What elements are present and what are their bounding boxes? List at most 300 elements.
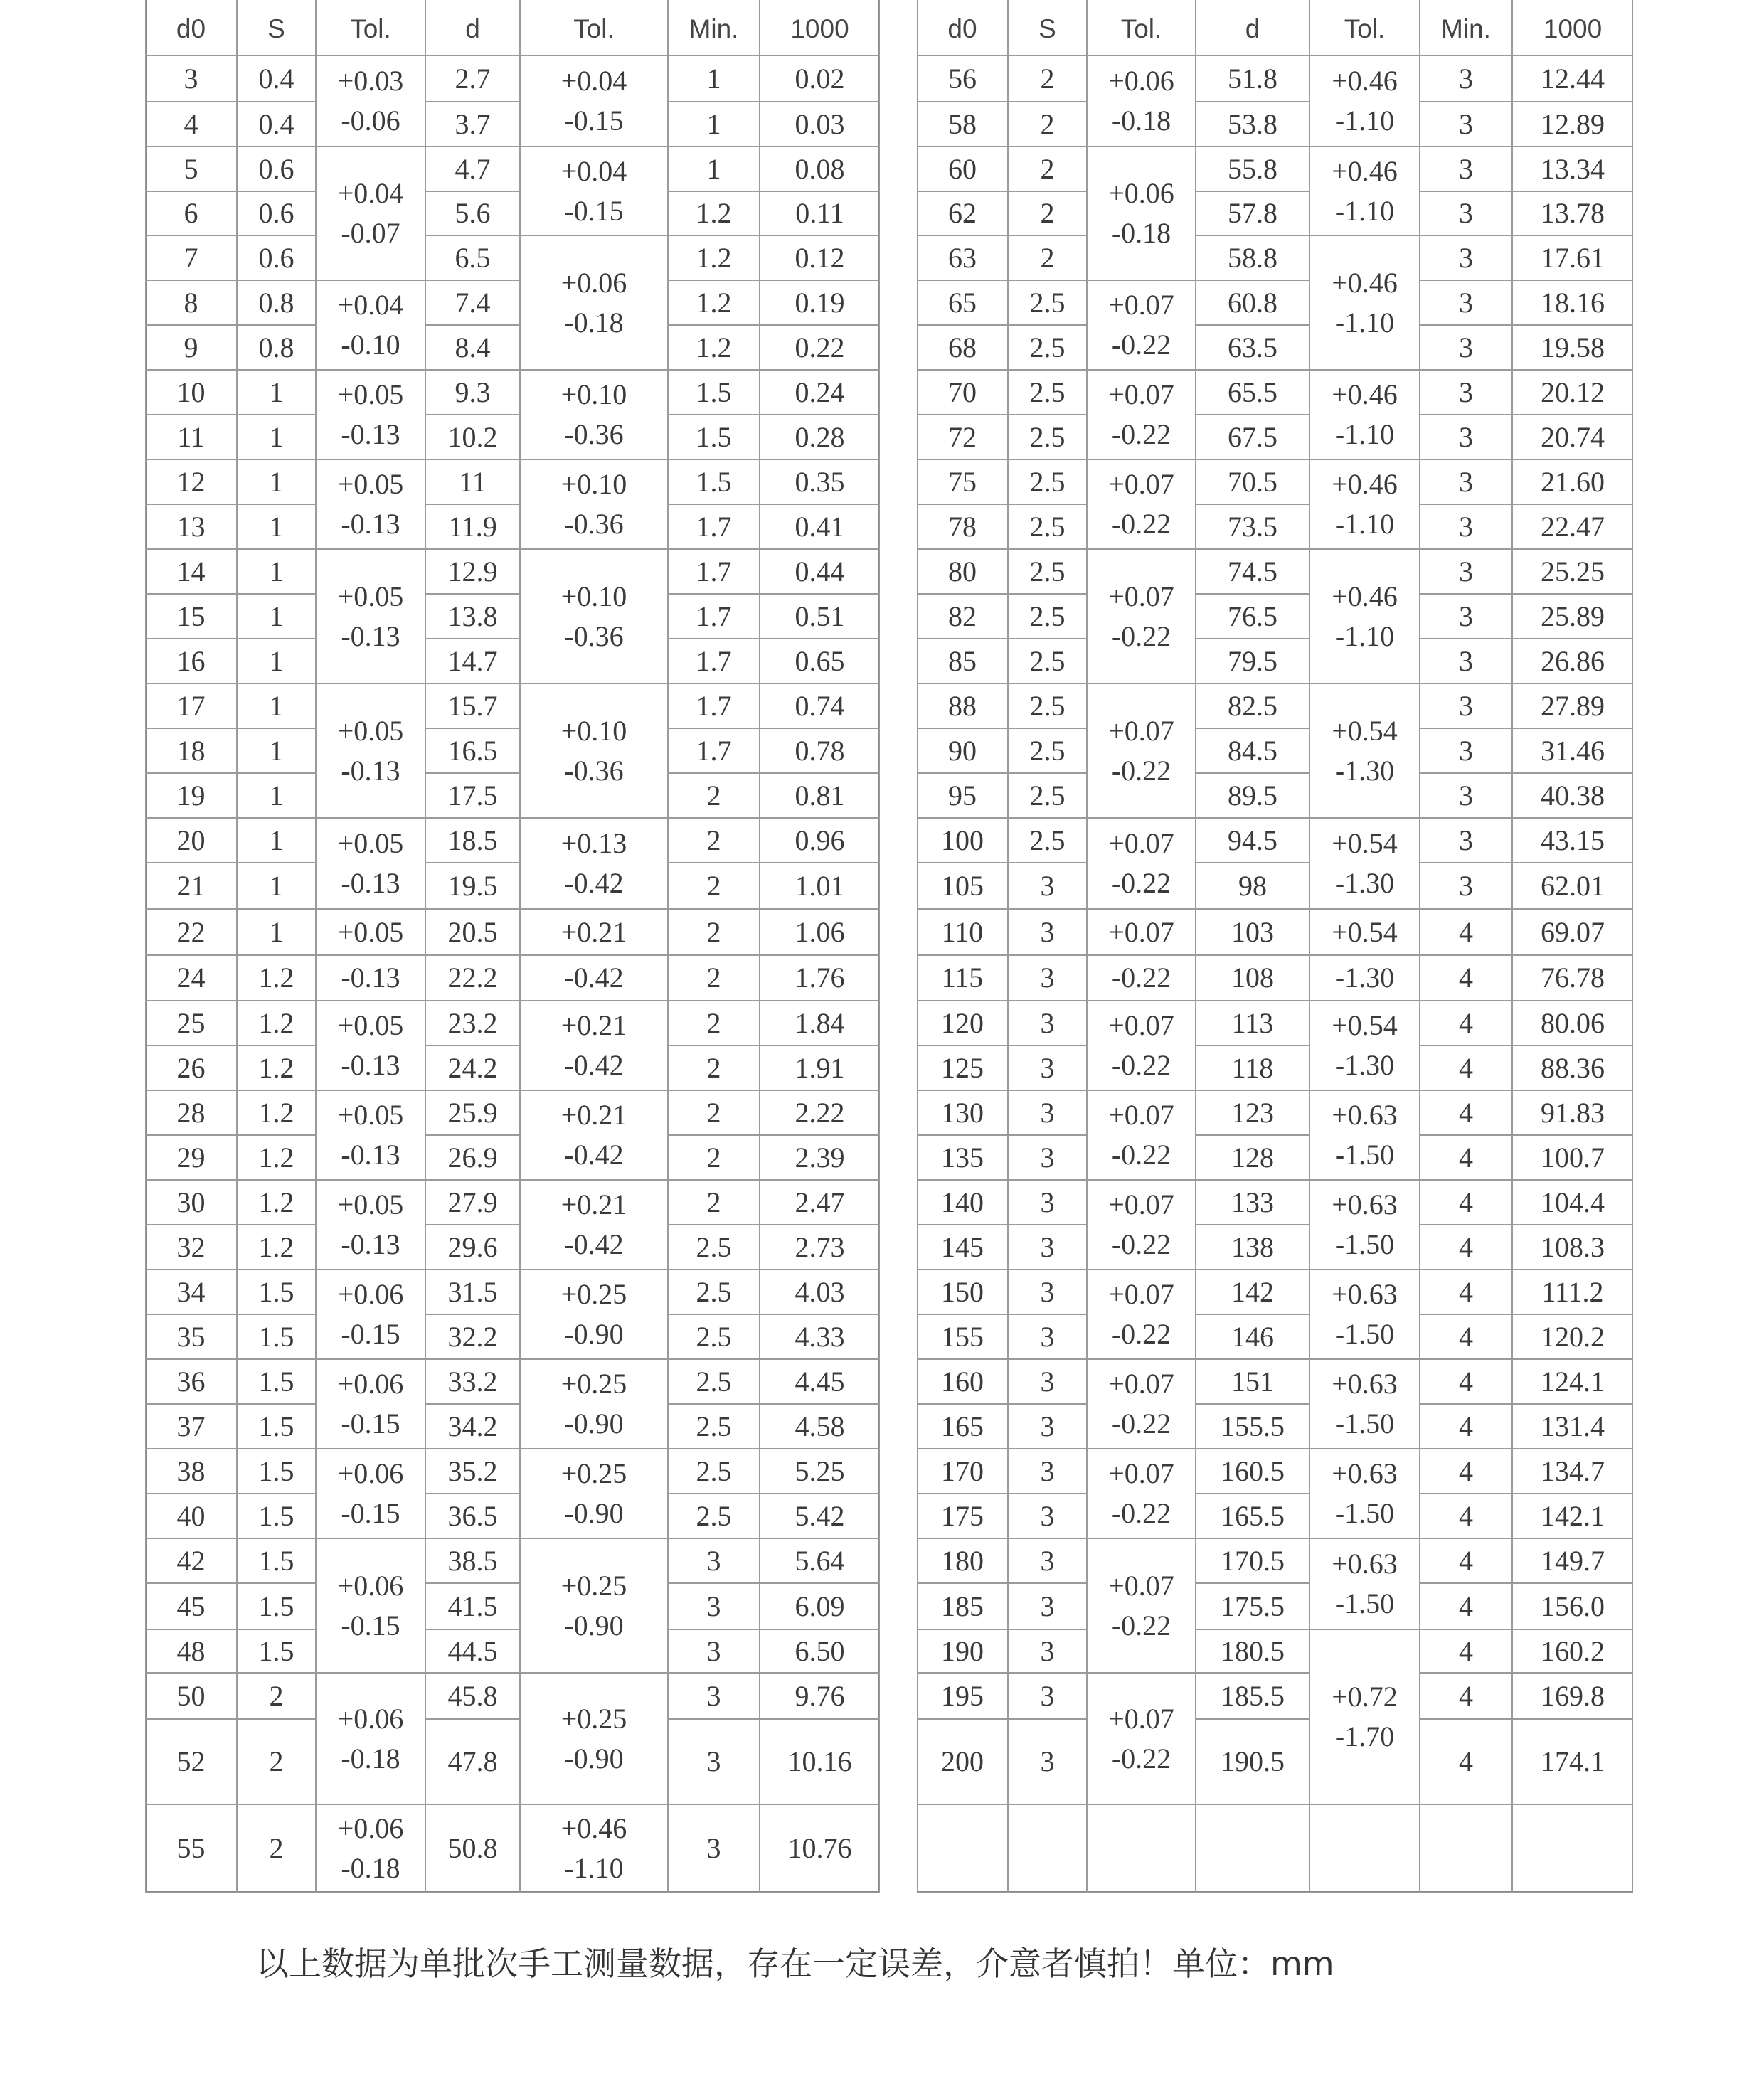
cell-value: 26.86 xyxy=(1541,644,1605,677)
table-cell-kg xyxy=(1512,549,1633,594)
cell-value: 190 xyxy=(941,1634,984,1667)
table-cell-d xyxy=(425,504,520,549)
table-cell-d xyxy=(425,235,520,280)
tolerance-value: -0.22 xyxy=(1111,1049,1171,1081)
tolerance-value: -0.22 xyxy=(1111,418,1171,450)
cell-value: 0.6 xyxy=(258,152,294,185)
cell-value: 82 xyxy=(948,600,977,632)
table-cell-kg xyxy=(760,594,880,639)
cell-value: 2.5 xyxy=(696,1499,732,1532)
cell-value: 160.2 xyxy=(1541,1634,1605,1667)
table-cell-tol-s xyxy=(1087,55,1196,147)
table-cell-s xyxy=(1008,1404,1087,1449)
tolerance-value: -1.10 xyxy=(1334,508,1395,540)
cell-value: 111.2 xyxy=(1541,1275,1604,1308)
table-cell-d0 xyxy=(145,459,237,504)
tolerance-value: +0.54 xyxy=(1332,827,1398,859)
cell-value: 151 xyxy=(1231,1365,1274,1398)
table-cell-s xyxy=(1008,415,1087,459)
cell-value: 1.7 xyxy=(696,510,732,543)
cell-value: 2 xyxy=(269,1679,284,1712)
cell-value: 24.2 xyxy=(447,1051,498,1084)
tolerance-value: -0.18 xyxy=(341,1742,400,1775)
header-label: 1000 xyxy=(1543,14,1603,43)
table-cell-min xyxy=(1420,1180,1512,1225)
cell-value: 1.7 xyxy=(696,555,732,587)
cell-value: 25.89 xyxy=(1541,600,1605,632)
table-cell-d xyxy=(1196,55,1309,102)
cell-value: 25.9 xyxy=(447,1096,498,1129)
table-cell-d xyxy=(1196,863,1309,909)
cell-value: 3 xyxy=(1040,1499,1055,1532)
cell-value: 13.8 xyxy=(447,600,498,632)
cell-value: 1.2 xyxy=(696,331,732,363)
cell-value: 27.9 xyxy=(447,1186,498,1218)
table-cell-tol-s xyxy=(316,147,425,280)
cell-value: 19.5 xyxy=(447,869,498,902)
table-cell-tol-d xyxy=(1309,1359,1420,1449)
table-cell-kg xyxy=(1512,955,1633,1001)
tolerance-value: +0.25 xyxy=(560,1702,627,1735)
cell-value: 150 xyxy=(941,1275,984,1308)
table-cell-kg xyxy=(1512,325,1633,370)
cell-value: 5.25 xyxy=(795,1454,845,1487)
table-cell-d0 xyxy=(917,325,1008,370)
table-cell-min xyxy=(668,1583,760,1629)
cell-value: 108 xyxy=(1231,962,1274,994)
table-cell-d xyxy=(425,955,520,1001)
table-cell-kg xyxy=(1512,370,1633,415)
cell-value: 4 xyxy=(1459,1544,1473,1577)
table-cell-kg xyxy=(760,639,880,683)
cell-value: 88.36 xyxy=(1541,1051,1605,1084)
table-cell-min xyxy=(668,147,760,191)
tolerance-value: -0.18 xyxy=(341,1852,400,1884)
cell-value: 3 xyxy=(1040,1544,1055,1577)
cell-value: 88 xyxy=(948,689,977,722)
tolerance-value: -0.90 xyxy=(564,1497,624,1529)
table-cell-d0 xyxy=(145,728,237,773)
header-label: Tol. xyxy=(573,14,615,43)
table-cell-d0 xyxy=(145,549,237,594)
cell-value: 12 xyxy=(176,465,206,498)
cell-value: 6 xyxy=(184,197,198,229)
table-cell-min xyxy=(668,1090,760,1135)
tolerance-value: -1.50 xyxy=(1334,1497,1395,1529)
table-cell-d0 xyxy=(917,1314,1008,1359)
cell-value: 10.76 xyxy=(787,1832,852,1864)
cell-value: 1.2 xyxy=(696,197,732,229)
cell-value: 1.7 xyxy=(696,734,732,767)
cell-value: 2.5 xyxy=(696,1320,732,1353)
header-left-d xyxy=(425,0,520,55)
cell-value: 4.58 xyxy=(795,1410,845,1442)
table-cell-d0 xyxy=(917,863,1008,909)
cell-value: 27.89 xyxy=(1541,689,1605,722)
cell-value: 95 xyxy=(948,779,977,812)
tolerance-value: -0.22 xyxy=(1111,329,1171,361)
cell-value: 3 xyxy=(1040,1320,1055,1353)
tolerance-value: -0.90 xyxy=(564,1408,624,1440)
cell-value: 45 xyxy=(176,1590,206,1622)
cell-value: 1.01 xyxy=(795,869,845,902)
table-cell-d xyxy=(425,1449,520,1494)
table-cell-d0 xyxy=(145,1538,237,1583)
table-cell-kg xyxy=(760,1001,880,1046)
cell-value: 175.5 xyxy=(1221,1590,1285,1622)
cell-value: 3 xyxy=(1459,331,1473,363)
cell-value: 4 xyxy=(1459,1499,1473,1532)
table-cell-min xyxy=(668,1538,760,1583)
cell-value: 2 xyxy=(706,869,721,902)
table-cell-d0 xyxy=(917,728,1008,773)
cell-value: 2.47 xyxy=(795,1186,845,1218)
tolerance-value: -1.30 xyxy=(1334,962,1395,994)
tolerance-value: +0.10 xyxy=(560,714,627,747)
table-cell-d0 xyxy=(145,594,237,639)
table-cell-tol-s xyxy=(316,370,425,459)
table-cell-tol-d xyxy=(1309,1538,1420,1629)
cell-value: 0.4 xyxy=(258,62,294,95)
cell-value: 0.19 xyxy=(795,286,845,319)
cell-value: 1.2 xyxy=(258,1051,294,1084)
header-left-d0 xyxy=(145,0,237,55)
cell-value: 165.5 xyxy=(1221,1499,1285,1532)
cell-value: 7.4 xyxy=(455,286,491,319)
table-cell-d0 xyxy=(145,504,237,549)
table-cell-min xyxy=(1420,818,1512,863)
cell-value: 100.7 xyxy=(1541,1141,1605,1174)
table-cell-tol-d xyxy=(520,1538,668,1673)
cell-value: 1 xyxy=(269,915,284,948)
cell-value: 32 xyxy=(176,1230,206,1263)
table-cell-kg xyxy=(760,1270,880,1314)
cell-value: 17.5 xyxy=(447,779,498,812)
cell-value: 3 xyxy=(1459,734,1473,767)
cell-value: 2.5 xyxy=(1029,779,1066,812)
table-cell-d xyxy=(425,1538,520,1583)
table-cell-d0 xyxy=(145,1314,237,1359)
cell-value: 22.47 xyxy=(1541,510,1605,543)
table-cell-d0 xyxy=(917,773,1008,818)
cell-value: 124.1 xyxy=(1541,1365,1605,1398)
cell-value: 28 xyxy=(176,1096,206,1129)
cell-value: 0.08 xyxy=(795,152,845,185)
table-cell-d0 xyxy=(145,639,237,683)
table-cell-s xyxy=(237,955,316,1001)
header-label: Tol. xyxy=(350,14,391,43)
table-cell-d xyxy=(1196,955,1309,1001)
cell-value: 67.5 xyxy=(1228,420,1277,453)
table-cell-tol-s xyxy=(316,955,425,1001)
header-left-s xyxy=(237,0,316,55)
tolerance-value: +0.25 xyxy=(560,1368,627,1400)
table-cell-kg xyxy=(1512,415,1633,459)
table-cell-min xyxy=(1420,549,1512,594)
table-cell-d0 xyxy=(145,1001,237,1046)
cell-value: 11 xyxy=(459,465,487,498)
cell-value: 2 xyxy=(1040,152,1055,185)
tolerance-value: +0.46 xyxy=(560,1812,627,1844)
table-cell-d xyxy=(425,1314,520,1359)
table-cell-kg xyxy=(760,549,880,594)
tolerance-value: -0.13 xyxy=(341,1049,400,1081)
cell-value: 38 xyxy=(176,1454,206,1487)
cell-value: 38.5 xyxy=(447,1544,498,1577)
table-cell-tol-s xyxy=(316,1449,425,1538)
tolerance-value: -0.22 xyxy=(1111,1318,1171,1350)
table-cell-d xyxy=(425,1180,520,1225)
table-cell-d xyxy=(425,1270,520,1314)
table-cell-s xyxy=(237,683,316,728)
tolerance-value: +0.25 xyxy=(560,1278,627,1310)
tolerance-value: -1.50 xyxy=(1334,1408,1395,1440)
table-cell-min xyxy=(1420,147,1512,191)
cell-value: 1.91 xyxy=(795,1051,845,1084)
tolerance-value: +0.63 xyxy=(1332,1368,1398,1400)
cell-value: 11.9 xyxy=(448,510,497,543)
table-cell-min xyxy=(668,955,760,1001)
table-cell-kg xyxy=(1512,683,1633,728)
tolerance-value: -0.13 xyxy=(341,962,400,994)
table-cell-kg xyxy=(1512,639,1633,683)
table-cell-d0 xyxy=(917,955,1008,1001)
tolerance-value: -0.13 xyxy=(341,619,400,652)
tolerance-value: +0.05 xyxy=(337,714,404,747)
tolerance-value: -0.36 xyxy=(564,754,624,787)
table-cell-d0 xyxy=(917,818,1008,863)
table-cell-min xyxy=(668,639,760,683)
table-cell-d xyxy=(425,370,520,415)
tolerance-value: +0.04 xyxy=(560,154,627,187)
header-label: Tol. xyxy=(1344,14,1386,43)
table-cell-tol-s xyxy=(1087,1449,1196,1538)
cell-value: 1 xyxy=(269,644,284,677)
cell-value: 1.5 xyxy=(258,1590,294,1622)
cell-value: 2.5 xyxy=(1029,331,1066,363)
table-cell-kg xyxy=(760,1673,880,1719)
cell-value: 4 xyxy=(1459,915,1473,948)
cell-value: 2 xyxy=(706,1051,721,1084)
cell-value: 131.4 xyxy=(1541,1410,1605,1442)
table-cell-d xyxy=(1196,594,1309,639)
table-cell-tol-s xyxy=(316,280,425,370)
cell-value: 52 xyxy=(176,1745,206,1777)
table-cell-min xyxy=(668,415,760,459)
cell-value: 200 xyxy=(941,1745,984,1777)
cell-value: 4.33 xyxy=(795,1320,845,1353)
cell-value: 98 xyxy=(1238,869,1267,902)
tolerance-value: -0.36 xyxy=(564,508,624,540)
tolerance-value: +0.06 xyxy=(337,1457,404,1489)
tolerance-value: +0.25 xyxy=(560,1569,627,1602)
table-cell-d xyxy=(425,102,520,147)
tolerance-value: -0.42 xyxy=(564,962,624,994)
cell-value: 17.61 xyxy=(1541,241,1605,274)
table-cell-kg xyxy=(760,504,880,549)
table-cell-s xyxy=(237,1270,316,1314)
cell-value: 0.8 xyxy=(258,286,294,319)
table-cell-kg xyxy=(1512,1180,1633,1225)
table-cell-s xyxy=(1008,1001,1087,1046)
table-cell-tol-d xyxy=(520,818,668,909)
cell-value: 2.5 xyxy=(696,1365,732,1398)
table-cell-d xyxy=(1196,1629,1309,1673)
cell-value: 3 xyxy=(1459,555,1473,587)
table-cell-kg xyxy=(760,1090,880,1135)
table-cell-min xyxy=(668,191,760,235)
table-cell-min xyxy=(1420,1629,1512,1673)
cell-value: 1.2 xyxy=(258,962,294,994)
table-cell-d xyxy=(1196,504,1309,549)
cell-value: 50.8 xyxy=(447,1832,498,1864)
table-cell-d xyxy=(425,1046,520,1090)
table-cell-kg xyxy=(1512,459,1633,504)
cell-value: 1 xyxy=(706,62,721,95)
table-cell-d xyxy=(1196,459,1309,504)
cell-value: 3 xyxy=(1040,1275,1055,1308)
table-cell-kg xyxy=(760,415,880,459)
cell-value: 62.01 xyxy=(1541,869,1605,902)
cell-value: 185.5 xyxy=(1221,1679,1285,1712)
table-cell-tol-s xyxy=(1087,683,1196,818)
cell-value: 5 xyxy=(184,152,198,185)
cell-value: 0.03 xyxy=(795,107,845,140)
table-cell-s xyxy=(237,1314,316,1359)
table-cell-kg xyxy=(1512,1359,1633,1404)
cell-value: 1.76 xyxy=(795,962,845,994)
cell-value: 4 xyxy=(1459,1141,1473,1174)
tolerance-value: -0.15 xyxy=(564,105,624,137)
table-cell-d0 xyxy=(917,280,1008,325)
table-cell-s xyxy=(1008,235,1087,280)
table-cell-tol-s xyxy=(1087,955,1196,1001)
cell-value: 31.46 xyxy=(1541,734,1605,767)
tolerance-value: +0.05 xyxy=(337,915,404,948)
cell-value: 1.84 xyxy=(795,1006,845,1039)
cell-value: 20.5 xyxy=(447,915,498,948)
table-cell-d xyxy=(425,1719,520,1804)
table-cell-d0 xyxy=(917,594,1008,639)
table-cell-tol-d xyxy=(1309,459,1420,549)
cell-value: 35 xyxy=(176,1320,206,1353)
tolerance-value: +0.46 xyxy=(1332,580,1398,612)
table-cell-s xyxy=(1008,773,1087,818)
table-cell-d xyxy=(1196,235,1309,280)
table-cell-d xyxy=(1196,1449,1309,1494)
table-cell-d xyxy=(1196,1270,1309,1314)
tolerance-value: +0.07 xyxy=(1108,1099,1174,1131)
cell-value: 8.4 xyxy=(455,331,491,363)
table-cell-d xyxy=(1196,1135,1309,1180)
table-cell-min xyxy=(668,1404,760,1449)
cell-value: 169.8 xyxy=(1541,1679,1605,1712)
cell-value: 18.5 xyxy=(447,824,498,856)
empty-cell xyxy=(917,1804,1008,1893)
table-cell-d xyxy=(1196,1404,1309,1449)
table-cell-d xyxy=(425,1404,520,1449)
cell-value: 58 xyxy=(948,107,977,140)
table-cell-d0 xyxy=(145,1225,237,1270)
table-cell-s xyxy=(1008,1090,1087,1135)
tolerance-value: +0.63 xyxy=(1332,1457,1398,1489)
cell-value: 12.9 xyxy=(447,555,498,587)
cell-value: 84.5 xyxy=(1228,734,1277,767)
cell-value: 1 xyxy=(269,779,284,812)
table-cell-d0 xyxy=(917,1090,1008,1135)
cell-value: 3 xyxy=(1459,62,1473,95)
table-cell-min xyxy=(1420,1719,1512,1804)
table-cell-kg xyxy=(760,909,880,955)
table-cell-min xyxy=(668,1046,760,1090)
cell-value: 4 xyxy=(1459,1006,1473,1039)
table-cell-kg xyxy=(760,1449,880,1494)
cell-value: 180 xyxy=(941,1544,984,1577)
table-cell-tol-s xyxy=(316,1001,425,1090)
table-cell-kg xyxy=(1512,1225,1633,1270)
table-cell-s xyxy=(1008,55,1087,102)
cell-value: 20 xyxy=(176,824,206,856)
cell-value: 100 xyxy=(941,824,984,856)
table-cell-kg xyxy=(1512,1494,1633,1538)
table-cell-min xyxy=(668,594,760,639)
table-cell-min xyxy=(1420,1001,1512,1046)
tolerance-value: -0.42 xyxy=(564,1139,624,1171)
empty-cell xyxy=(1196,1804,1309,1893)
cell-value: 11 xyxy=(177,420,205,453)
tolerance-value: +0.07 xyxy=(1108,468,1174,500)
cell-value: 3 xyxy=(1040,1096,1055,1129)
table-cell-min xyxy=(668,1804,760,1893)
cell-value: 4 xyxy=(1459,1320,1473,1353)
header-label: S xyxy=(1038,14,1056,43)
table-cell-kg xyxy=(760,1719,880,1804)
table-cell-s xyxy=(237,1538,316,1583)
cell-value: 115 xyxy=(941,962,984,994)
table-cell-d xyxy=(1196,325,1309,370)
cell-value: 19.58 xyxy=(1541,331,1605,363)
tolerance-value: +0.25 xyxy=(560,1457,627,1489)
table-cell-d0 xyxy=(145,1449,237,1494)
table-cell-min xyxy=(1420,370,1512,415)
table-cell-kg xyxy=(1512,863,1633,909)
cell-value: 1.2 xyxy=(258,1141,294,1174)
cell-value: 1.5 xyxy=(258,1634,294,1667)
table-cell-min xyxy=(1420,504,1512,549)
tolerance-value: +0.05 xyxy=(337,827,404,859)
tolerance-value: +0.21 xyxy=(560,915,627,948)
tolerance-value: -1.50 xyxy=(1334,1139,1395,1171)
table-cell-d0 xyxy=(145,370,237,415)
table-cell-d0 xyxy=(145,1719,237,1804)
table-cell-kg xyxy=(1512,1090,1633,1135)
table-cell-d0 xyxy=(145,325,237,370)
table-cell-kg xyxy=(760,1494,880,1538)
table-cell-s xyxy=(237,728,316,773)
tolerance-value: +0.21 xyxy=(560,1009,627,1041)
table-cell-d xyxy=(1196,1180,1309,1225)
table-cell-min xyxy=(668,728,760,773)
cell-value: 0.44 xyxy=(795,555,845,587)
cell-value: 128 xyxy=(1231,1141,1274,1174)
table-cell-d xyxy=(1196,1359,1309,1404)
table-cell-min xyxy=(1420,683,1512,728)
table-cell-d xyxy=(1196,191,1309,235)
tolerance-value: +0.46 xyxy=(1332,266,1398,299)
cell-value: 1.2 xyxy=(696,286,732,319)
cell-value: 62 xyxy=(948,197,977,229)
table-cell-s xyxy=(237,594,316,639)
